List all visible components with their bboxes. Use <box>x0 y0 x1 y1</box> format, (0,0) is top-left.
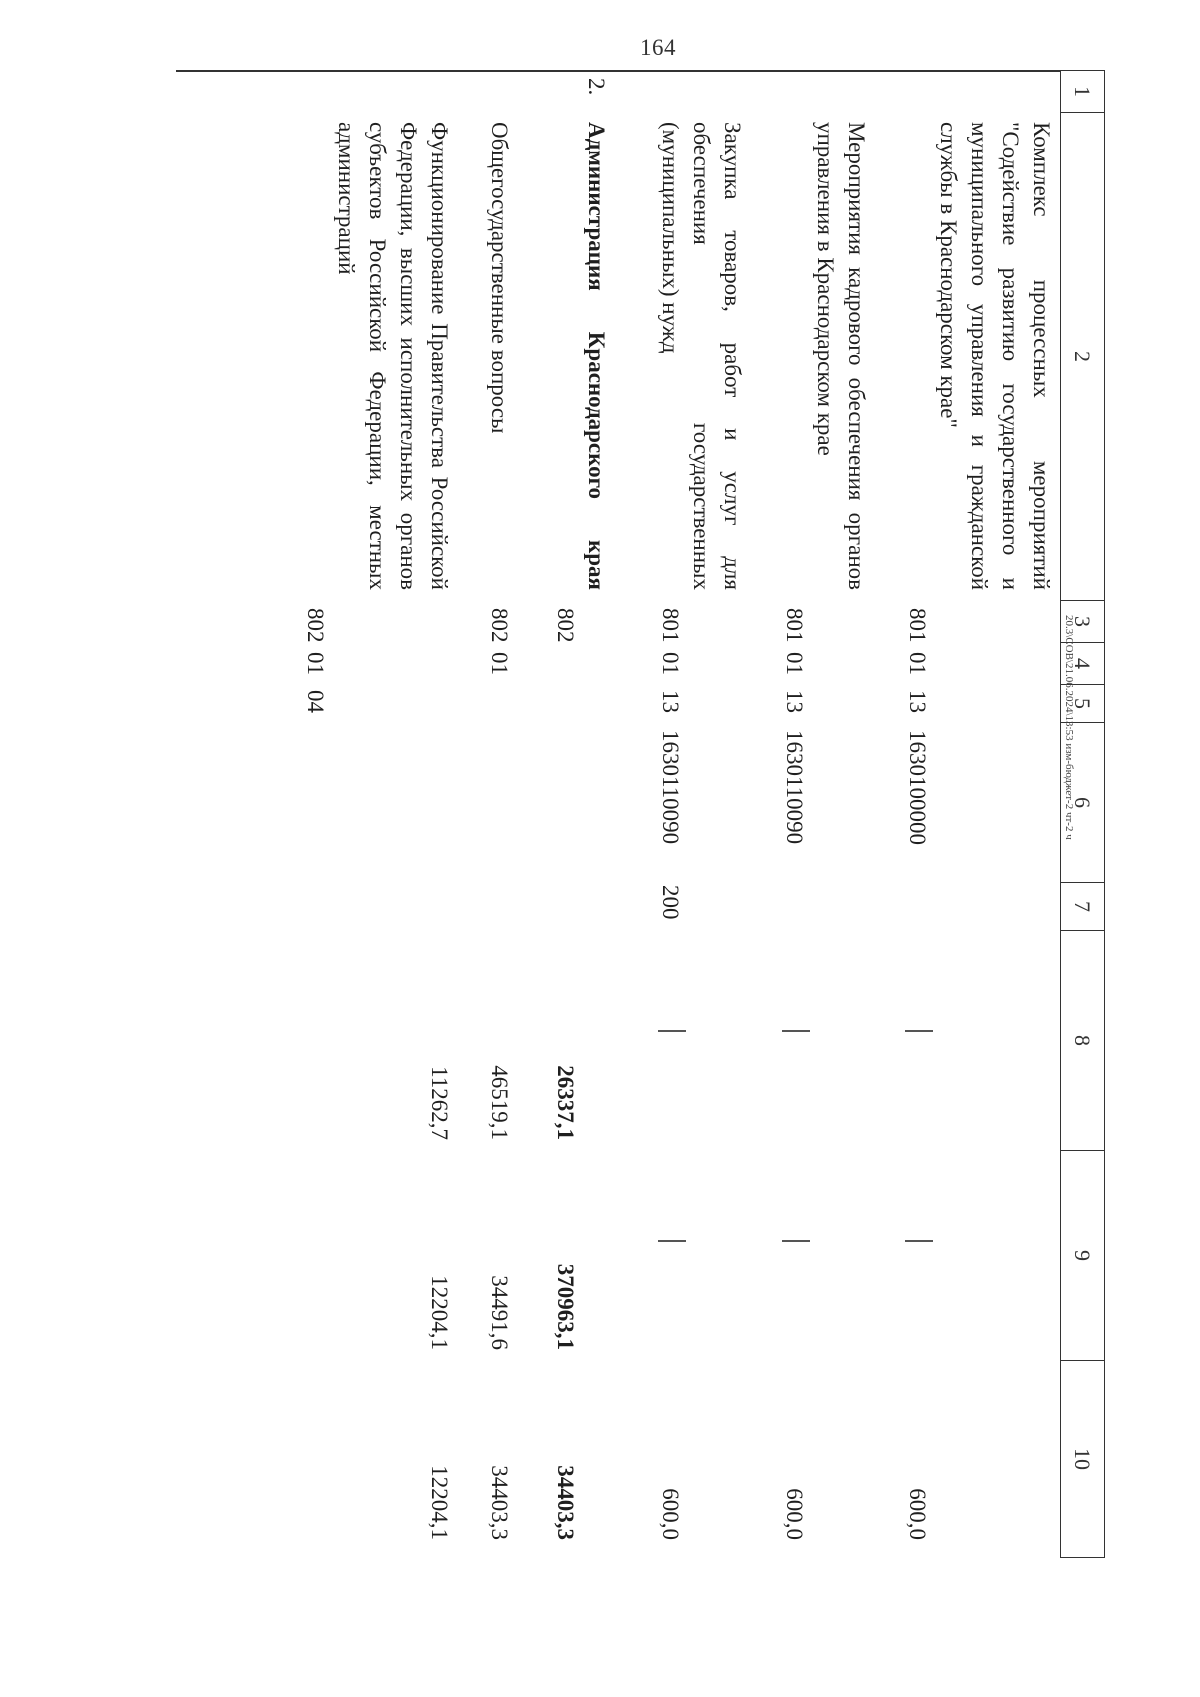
row-name: Комплекс процессных мероприятий "Содействие развитию государственного и муниципального управления и гражданской службы в Краснодарском крае" <box>936 122 1054 590</box>
row-c8 <box>782 1030 810 1032</box>
table-header-cell: 10 <box>1060 1360 1105 1558</box>
row-c10: 600,0 <box>658 1488 683 1540</box>
row-c3: 802 <box>303 608 328 643</box>
table-header-cell: 2 <box>1060 112 1105 600</box>
budget-table <box>175 70 1105 1570</box>
table-header-cell: 6 <box>1060 722 1105 882</box>
table-header-cell: 1 <box>1060 70 1105 112</box>
row-c8 <box>905 1030 933 1032</box>
document-footer-code: 20.3\СОВ\21.06.2024\13:53 изм-бюджет-2 чт-2 ч <box>1063 615 1075 840</box>
row-c6: 1630110090 <box>658 730 683 845</box>
table-left-border <box>176 70 1061 72</box>
row-number: 2. <box>584 78 609 96</box>
row-c8 <box>658 1030 686 1032</box>
row-c3: 802 <box>487 608 512 643</box>
row-c4: 01 <box>782 652 807 675</box>
row-c9: 34491,6 <box>487 1275 512 1350</box>
row-name: Мероприятия кадрового обеспечения органов управления в Краснодарском крае <box>813 122 869 590</box>
table-header-cell: 3 <box>1060 600 1105 642</box>
row-c8: 11262,7 <box>427 1066 452 1140</box>
row-c4: 01 <box>487 652 512 675</box>
row-c9 <box>905 1240 933 1242</box>
table-header-cell: 7 <box>1060 882 1105 930</box>
row-c10: 34403,3 <box>487 1465 512 1540</box>
row-c5: 04 <box>303 690 328 713</box>
row-c3: 801 <box>905 608 930 643</box>
row-c4: 01 <box>658 652 683 675</box>
table-header-cell: 9 <box>1060 1150 1105 1360</box>
row-c4: 01 <box>905 652 930 675</box>
row-c9 <box>782 1240 810 1242</box>
row-name: Общегосударственные вопросы <box>487 122 512 434</box>
row-c10: 12204,1 <box>427 1465 452 1540</box>
row-c3: 802 <box>553 608 578 643</box>
row-c5: 13 <box>905 690 930 713</box>
row-c9: 12204,1 <box>427 1275 452 1350</box>
row-c6: 1630100000 <box>905 730 930 845</box>
row-c8: 46519,1 <box>487 1065 512 1140</box>
row-c9: 370963,1 <box>553 1263 578 1350</box>
table-header-cell: 4 <box>1060 642 1105 684</box>
row-c9 <box>658 1240 686 1242</box>
row-c4: 01 <box>303 652 328 675</box>
row-c5: 13 <box>782 690 807 713</box>
row-name: Закупка товаров, работ и услуг для обеспечения государственных (муниципальных) нужд <box>658 122 745 590</box>
row-c10: 34403,3 <box>553 1465 578 1540</box>
row-name: Функционирование Правительства Российской Федерации, высших исполнительных органов субъектов Российской Федерации, местных администраций <box>334 122 452 590</box>
row-c10: 600,0 <box>905 1488 930 1540</box>
row-name: Администрация Краснодарского края <box>584 122 609 590</box>
row-c8: 26337,1 <box>553 1065 578 1140</box>
table-header-cell: 8 <box>1060 930 1105 1150</box>
row-c6: 1630110090 <box>782 730 807 845</box>
row-c7: 200 <box>658 885 683 920</box>
table-header-cell: 5 <box>1060 684 1105 722</box>
row-c5: 13 <box>658 690 683 713</box>
row-c10: 600,0 <box>782 1488 807 1540</box>
page-number: 164 <box>640 35 676 60</box>
row-c3: 801 <box>782 608 807 643</box>
row-c3: 801 <box>658 608 683 643</box>
